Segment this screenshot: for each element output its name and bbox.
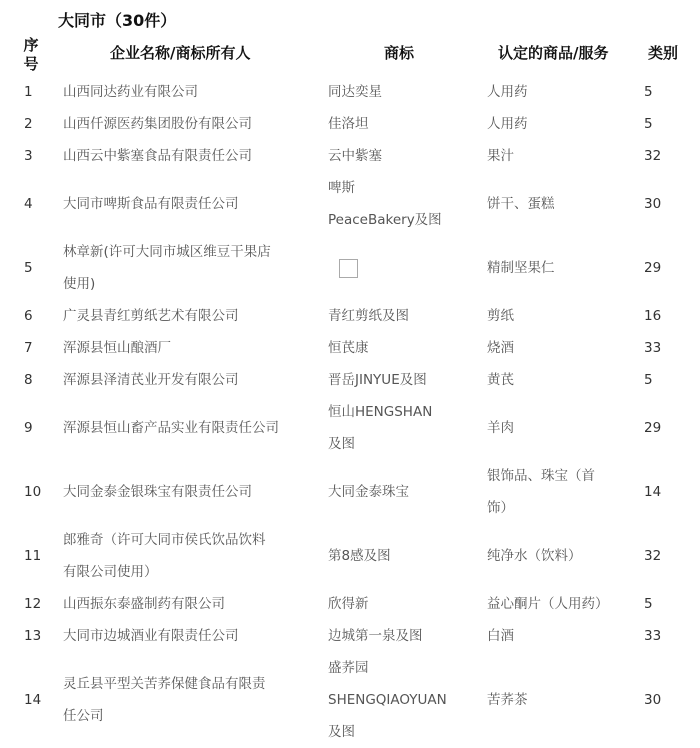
class-number: 33 bbox=[644, 340, 662, 356]
company-name bbox=[63, 140, 252, 172]
company-name bbox=[63, 300, 239, 332]
class-number: 30 bbox=[644, 196, 662, 212]
goods-services bbox=[487, 140, 514, 172]
trademark-line: 恒芪康 bbox=[328, 340, 369, 356]
company-name bbox=[63, 76, 198, 108]
row-number: 10 bbox=[24, 484, 42, 500]
trademark-line: 同达奕星 bbox=[328, 84, 382, 100]
row-number: 2 bbox=[24, 116, 33, 132]
company-name bbox=[63, 412, 279, 444]
company-name bbox=[63, 476, 252, 508]
company-name bbox=[63, 332, 171, 364]
table-row bbox=[0, 620, 700, 652]
trademark-line: 大同金泰珠宝 bbox=[328, 484, 409, 500]
class-number: 5 bbox=[644, 596, 653, 612]
table-row bbox=[0, 652, 700, 748]
trademark bbox=[328, 108, 369, 140]
class-number: 32 bbox=[644, 548, 662, 564]
company-name bbox=[63, 668, 266, 732]
company-name-line: 山西同达药业有限公司 bbox=[63, 84, 198, 100]
table-row bbox=[0, 172, 700, 236]
company-name-line: 灵丘县平型关苦荞保健食品有限责 bbox=[63, 676, 266, 692]
header-class: 类别 bbox=[648, 44, 679, 62]
trademark bbox=[328, 620, 423, 652]
company-name-line: 郎雅奇（许可大同市侯氏饮品饮料 bbox=[63, 532, 266, 548]
trademark-line: 及图 bbox=[328, 724, 355, 740]
header-goods: 认定的商品/服务 bbox=[498, 44, 609, 62]
trademark bbox=[328, 588, 369, 620]
row-number: 11 bbox=[24, 548, 42, 564]
company-name bbox=[63, 188, 239, 220]
goods-services-line: 人用药 bbox=[487, 84, 528, 100]
table-row bbox=[0, 588, 700, 620]
trademark-line: 盛荞园 bbox=[328, 660, 369, 676]
goods-services-line: 饰） bbox=[487, 500, 514, 516]
goods-services bbox=[487, 108, 528, 140]
table-row bbox=[0, 300, 700, 332]
company-name bbox=[63, 524, 266, 588]
row-number: 13 bbox=[24, 628, 42, 644]
class-number: 29 bbox=[644, 420, 662, 436]
header-num: 序号 bbox=[23, 36, 39, 73]
goods-services-line: 白酒 bbox=[487, 628, 514, 644]
trademark bbox=[328, 140, 382, 172]
row-number: 14 bbox=[24, 692, 42, 708]
table-row bbox=[0, 140, 700, 172]
image-placeholder-icon bbox=[339, 259, 358, 278]
goods-services-line: 精制坚果仁 bbox=[487, 260, 555, 276]
goods-services bbox=[487, 188, 555, 220]
trademark bbox=[328, 300, 409, 332]
class-number: 30 bbox=[644, 692, 662, 708]
goods-services-line: 益心酮片（人用药） bbox=[487, 596, 609, 612]
trademark bbox=[328, 540, 391, 572]
row-number: 1 bbox=[24, 84, 33, 100]
goods-services-line: 剪纸 bbox=[487, 308, 514, 324]
goods-services bbox=[487, 252, 555, 284]
goods-services bbox=[487, 300, 514, 332]
trademark-line: 及图 bbox=[328, 436, 355, 452]
company-name-line: 任公司 bbox=[63, 708, 104, 724]
trademark bbox=[328, 364, 427, 396]
row-number: 12 bbox=[24, 596, 42, 612]
trademark bbox=[328, 76, 382, 108]
trademark bbox=[328, 652, 447, 748]
trademark-line: 啤斯 bbox=[328, 180, 355, 196]
company-name-line: 大同市边城酒业有限责任公司 bbox=[63, 628, 239, 644]
company-name bbox=[63, 620, 239, 652]
class-number: 5 bbox=[644, 84, 653, 100]
trademark bbox=[328, 172, 442, 236]
company-name-line: 使用) bbox=[63, 276, 96, 292]
goods-services bbox=[487, 620, 514, 652]
class-number: 5 bbox=[644, 116, 653, 132]
row-number: 9 bbox=[24, 420, 33, 436]
company-name-line: 广灵县青红剪纸艺术有限公司 bbox=[63, 308, 239, 324]
row-number: 6 bbox=[24, 308, 33, 324]
table-row bbox=[0, 364, 700, 396]
table-row bbox=[0, 236, 700, 300]
company-name-line: 山西云中紫塞食品有限责任公司 bbox=[63, 148, 252, 164]
company-name-line: 山西仟源医药集团股份有限公司 bbox=[63, 116, 252, 132]
class-number: 33 bbox=[644, 628, 662, 644]
goods-services-line: 烧酒 bbox=[487, 340, 514, 356]
company-name-line: 大同市啤斯食品有限责任公司 bbox=[63, 196, 239, 212]
company-name bbox=[63, 588, 225, 620]
trademark-line: PeaceBakery及图 bbox=[328, 212, 442, 228]
class-number: 16 bbox=[644, 308, 662, 324]
goods-services-line: 黄芪 bbox=[487, 372, 514, 388]
goods-services-line: 纯净水（饮料） bbox=[487, 548, 582, 564]
goods-services bbox=[487, 460, 595, 524]
trademark-line: 欣得新 bbox=[328, 596, 369, 612]
goods-services bbox=[487, 332, 514, 364]
row-number: 5 bbox=[24, 260, 33, 276]
table-row bbox=[0, 332, 700, 364]
company-name-line: 浑源县恒山畜产品实业有限责任公司 bbox=[63, 420, 279, 436]
table-row bbox=[0, 460, 700, 524]
class-number: 5 bbox=[644, 372, 653, 388]
trademark bbox=[328, 476, 409, 508]
row-number: 4 bbox=[24, 196, 33, 212]
class-number: 29 bbox=[644, 260, 662, 276]
trademark-line: 恒山HENGSHAN bbox=[328, 404, 433, 420]
table-row bbox=[0, 76, 700, 108]
class-number: 32 bbox=[644, 148, 662, 164]
goods-services bbox=[487, 76, 528, 108]
trademark-line: SHENGQIAOYUAN bbox=[328, 692, 447, 708]
company-name bbox=[63, 364, 239, 396]
table-row bbox=[0, 396, 700, 460]
header-trademark: 商标 bbox=[384, 44, 415, 62]
company-name-line: 有限公司使用） bbox=[63, 564, 158, 580]
goods-services-line: 果汁 bbox=[487, 148, 514, 164]
trademark-line: 晋岳JINYUE及图 bbox=[328, 372, 427, 388]
company-name-line: 浑源县恒山酿酒厂 bbox=[63, 340, 171, 356]
class-number: 14 bbox=[644, 484, 662, 500]
goods-services-line: 银饰品、珠宝（首 bbox=[487, 468, 595, 484]
header-company: 企业名称/商标所有人 bbox=[110, 44, 251, 62]
row-number: 8 bbox=[24, 372, 33, 388]
row-number: 3 bbox=[24, 148, 33, 164]
page-title: 大同市（30件） bbox=[58, 11, 177, 30]
goods-services bbox=[487, 588, 609, 620]
trademark-line: 云中紫塞 bbox=[328, 148, 382, 164]
trademark-image bbox=[328, 252, 358, 284]
trademark-line: 青红剪纸及图 bbox=[328, 308, 409, 324]
goods-services-line: 人用药 bbox=[487, 116, 528, 132]
trademark bbox=[328, 332, 369, 364]
trademark-line: 第8感及图 bbox=[328, 548, 391, 564]
goods-services bbox=[487, 364, 514, 396]
goods-services bbox=[487, 540, 582, 572]
table-row bbox=[0, 108, 700, 140]
row-number: 7 bbox=[24, 340, 33, 356]
trademark bbox=[328, 396, 432, 460]
goods-services-line: 羊肉 bbox=[487, 420, 514, 436]
trademark-line: 边城第一泉及图 bbox=[328, 628, 423, 644]
company-name bbox=[63, 236, 271, 300]
company-name-line: 山西振东泰盛制药有限公司 bbox=[63, 596, 225, 612]
goods-services-line: 饼干、蛋糕 bbox=[487, 196, 555, 212]
company-name-line: 浑源县泽清芪业开发有限公司 bbox=[63, 372, 239, 388]
company-name-line: 林章新(许可大同市城区维豆干果店 bbox=[63, 244, 271, 260]
goods-services bbox=[487, 684, 528, 716]
trademark-line: 佳洛坦 bbox=[328, 116, 369, 132]
goods-services bbox=[487, 412, 514, 444]
company-name-line: 大同金泰金银珠宝有限责任公司 bbox=[63, 484, 252, 500]
goods-services-line: 苦荞茶 bbox=[487, 692, 528, 708]
company-name bbox=[63, 108, 252, 140]
table-row bbox=[0, 524, 700, 588]
